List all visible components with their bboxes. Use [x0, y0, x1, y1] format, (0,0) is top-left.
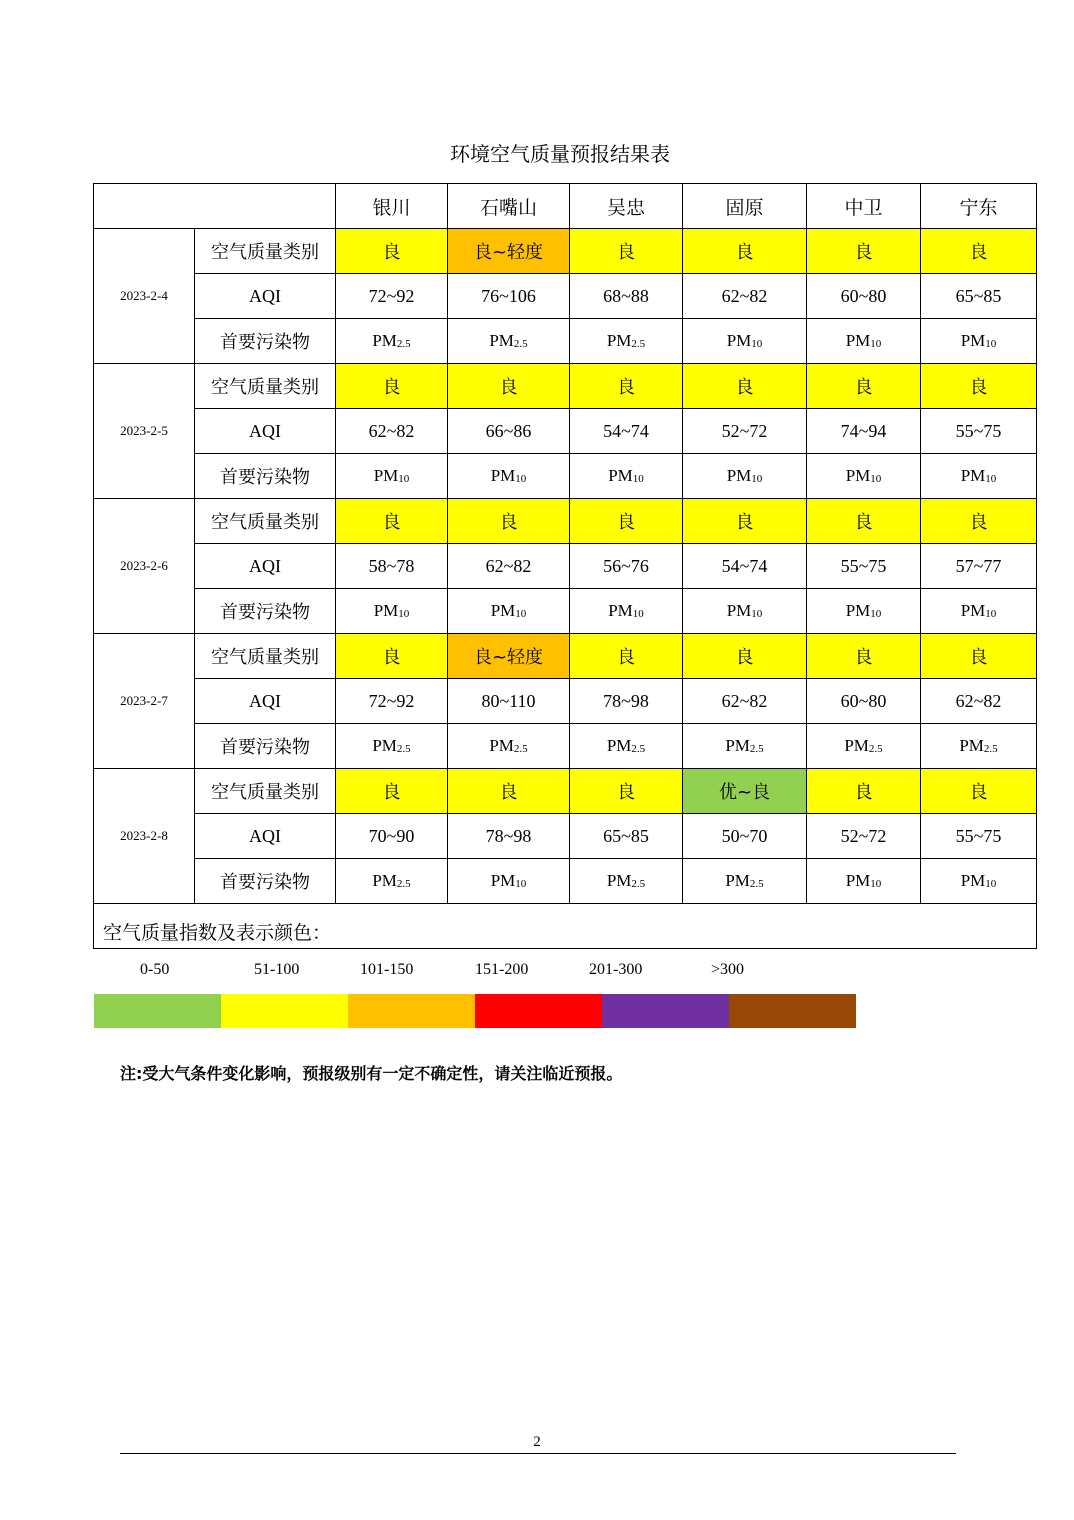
pollutant-cell [448, 319, 570, 364]
aqi-color-legend [94, 904, 1037, 978]
legend-row [94, 904, 1037, 949]
city-header: 吴忠 [570, 184, 683, 229]
pollutant-cell [336, 724, 448, 769]
aqi-cell: 65~85 [921, 274, 1037, 319]
pollutant-cell [807, 319, 921, 364]
aqi-cell: 65~85 [570, 814, 683, 859]
category-cell: 良~轻度 [448, 229, 570, 274]
pollutant-cell [336, 454, 448, 499]
pollutant-row [94, 319, 1037, 364]
forecast-table [93, 183, 1037, 978]
legend-color-swatch [348, 994, 475, 1028]
aqi-label: AQI [195, 814, 336, 859]
pollutant-prefix: PM [726, 466, 752, 485]
pollutant-cell [683, 724, 807, 769]
aqi-cell: 80~110 [448, 679, 570, 724]
category-row [94, 769, 1037, 814]
aqi-row [94, 274, 1037, 319]
category-cell: 良 [336, 499, 448, 544]
aqi-cell: 78~98 [448, 814, 570, 859]
pollutant-label: 首要污染物 [195, 454, 336, 499]
category-cell: 优~良 [683, 769, 807, 814]
category-cell: 良 [448, 499, 570, 544]
pollutant-prefix: PM [372, 331, 397, 350]
pollutant-subscript: 10 [870, 878, 882, 890]
pollutant-prefix: PM [490, 871, 516, 890]
pollutant-subscript: 10 [398, 473, 410, 485]
pollutant-label: 首要污染物 [195, 319, 336, 364]
category-cell: 良 [807, 769, 921, 814]
pollutant-cell [807, 454, 921, 499]
pollutant-row [94, 859, 1037, 904]
table-title: 环境空气质量预报结果表 [450, 142, 670, 166]
pollutant-prefix: PM [726, 601, 752, 620]
aqi-cell: 62~82 [683, 274, 807, 319]
pollutant-subscript: 10 [751, 338, 763, 350]
pollutant-subscript: 10 [985, 608, 997, 620]
category-cell: 良 [570, 499, 683, 544]
category-row [94, 634, 1037, 679]
city-header: 银川 [336, 184, 448, 229]
pollutant-subscript: 2.5 [631, 743, 646, 755]
pollutant-subscript: 10 [751, 473, 763, 485]
pollutant-cell [683, 589, 807, 634]
pollutant-subscript: 10 [870, 608, 882, 620]
page-number: 2 [533, 1434, 541, 1450]
pollutant-subscript: 2.5 [396, 743, 411, 755]
aqi-label: AQI [195, 679, 336, 724]
pollutant-subscript: 10 [632, 473, 644, 485]
pollutant-subscript: 2.5 [513, 338, 528, 350]
pollutant-cell [683, 319, 807, 364]
pollutant-cell [683, 859, 807, 904]
pollutant-prefix: PM [490, 466, 516, 485]
pollutant-cell [570, 724, 683, 769]
legend-range-label: >300 [711, 961, 745, 978]
pollutant-subscript: 10 [985, 878, 997, 890]
pollutant-cell [570, 319, 683, 364]
aqi-cell: 54~74 [683, 544, 807, 589]
legend-range-label: 101-150 [360, 961, 414, 978]
pollutant-label: 首要污染物 [195, 859, 336, 904]
pollutant-prefix: PM [845, 466, 871, 485]
category-label: 空气质量类别 [195, 364, 336, 409]
aqi-row [94, 409, 1037, 454]
pollutant-subscript: 10 [985, 473, 997, 485]
category-cell: 良 [336, 769, 448, 814]
pollutant-cell [448, 859, 570, 904]
city-header: 中卫 [807, 184, 921, 229]
city-header: 石嘴山 [448, 184, 570, 229]
category-cell: 良 [683, 499, 807, 544]
category-cell: 良 [921, 364, 1037, 409]
pollutant-prefix: PM [845, 871, 871, 890]
pollutant-prefix: PM [606, 331, 632, 350]
aqi-cell: 60~80 [807, 274, 921, 319]
pollutant-prefix: PM [725, 871, 750, 890]
pollutant-subscript: 10 [632, 608, 644, 620]
pollutant-prefix: PM [845, 601, 871, 620]
aqi-cell: 62~82 [683, 679, 807, 724]
legend-range-label: 51-100 [254, 961, 300, 978]
aqi-cell: 54~74 [570, 409, 683, 454]
pollutant-cell [336, 319, 448, 364]
category-cell: 良 [807, 634, 921, 679]
pollutant-cell [570, 454, 683, 499]
aqi-cell: 70~90 [336, 814, 448, 859]
header-row [94, 184, 1037, 229]
pollutant-subscript: 10 [515, 878, 527, 890]
date-cell: 2023-2-6 [94, 499, 195, 634]
pollutant-prefix: PM [725, 736, 750, 755]
pollutant-prefix: PM [373, 466, 399, 485]
date-cell: 2023-2-7 [94, 634, 195, 769]
pollutant-subscript: 2.5 [631, 338, 646, 350]
pollutant-subscript: 10 [870, 338, 882, 350]
forecast-note: 注:受大气条件变化影响，预报级别有一定不确定性，请关注临近预报。 [120, 1064, 623, 1083]
pollutant-prefix: PM [373, 601, 399, 620]
aqi-cell: 55~75 [807, 544, 921, 589]
category-cell: 良 [570, 634, 683, 679]
pollutant-prefix: PM [959, 736, 984, 755]
pollutant-subscript: 10 [870, 473, 882, 485]
category-cell: 良 [570, 769, 683, 814]
legend-range-label: 151-200 [475, 961, 529, 978]
pollutant-cell [336, 589, 448, 634]
category-label: 空气质量类别 [195, 634, 336, 679]
category-cell: 良 [807, 364, 921, 409]
pollutant-prefix: PM [372, 871, 397, 890]
aqi-cell: 62~82 [921, 679, 1037, 724]
aqi-cell: 74~94 [807, 409, 921, 454]
aqi-cell: 57~77 [921, 544, 1037, 589]
aqi-label: AQI [195, 274, 336, 319]
category-label: 空气质量类别 [195, 769, 336, 814]
pollutant-row [94, 454, 1037, 499]
aqi-cell: 62~82 [448, 544, 570, 589]
aqi-cell: 50~70 [683, 814, 807, 859]
pollutant-cell [921, 319, 1037, 364]
pollutant-cell [448, 589, 570, 634]
category-cell: 良 [807, 499, 921, 544]
aqi-cell: 55~75 [921, 409, 1037, 454]
pollutant-cell [448, 724, 570, 769]
pollutant-cell [336, 859, 448, 904]
category-cell: 良 [683, 634, 807, 679]
footer-rule [120, 1453, 956, 1454]
aqi-label: AQI [195, 544, 336, 589]
pollutant-prefix: PM [844, 736, 869, 755]
pollutant-label: 首要污染物 [195, 724, 336, 769]
category-cell: 良 [921, 769, 1037, 814]
category-cell: 良 [448, 769, 570, 814]
category-cell: 良 [807, 229, 921, 274]
pollutant-cell [921, 859, 1037, 904]
category-cell: 良 [448, 364, 570, 409]
pollutant-prefix: PM [489, 736, 514, 755]
pollutant-row [94, 589, 1037, 634]
pollutant-cell [570, 859, 683, 904]
aqi-cell: 66~86 [448, 409, 570, 454]
pollutant-prefix: PM [608, 466, 633, 485]
pollutant-subscript: 10 [751, 608, 763, 620]
aqi-cell: 62~82 [336, 409, 448, 454]
category-cell: 良 [683, 364, 807, 409]
category-row [94, 499, 1037, 544]
category-cell: 良~轻度 [448, 634, 570, 679]
city-header: 宁东 [921, 184, 1037, 229]
date-cell: 2023-2-5 [94, 364, 195, 499]
pollutant-prefix: PM [845, 331, 871, 350]
pollutant-cell [807, 724, 921, 769]
aqi-cell: 56~76 [570, 544, 683, 589]
aqi-row [94, 814, 1037, 859]
pollutant-cell [921, 724, 1037, 769]
category-cell: 良 [570, 229, 683, 274]
pollutant-prefix: PM [606, 736, 632, 755]
aqi-cell: 58~78 [336, 544, 448, 589]
aqi-cell: 52~72 [807, 814, 921, 859]
pollutant-prefix: PM [960, 466, 986, 485]
aqi-cell: 76~106 [448, 274, 570, 319]
pollutant-subscript: 2.5 [749, 743, 764, 755]
category-cell: 良 [336, 364, 448, 409]
aqi-row [94, 679, 1037, 724]
aqi-cell: 52~72 [683, 409, 807, 454]
aqi-cell: 78~98 [570, 679, 683, 724]
pollutant-prefix: PM [490, 601, 516, 620]
category-cell: 良 [336, 229, 448, 274]
pollutant-prefix: PM [960, 871, 986, 890]
legend-color-swatch [602, 994, 729, 1028]
category-cell: 良 [570, 364, 683, 409]
pollutant-subscript: 2.5 [868, 743, 883, 755]
category-cell: 良 [921, 634, 1037, 679]
date-cell: 2023-2-4 [94, 229, 195, 364]
pollutant-cell [921, 454, 1037, 499]
pollutant-cell [683, 454, 807, 499]
category-row [94, 364, 1037, 409]
category-cell: 良 [921, 499, 1037, 544]
pollutant-label: 首要污染物 [195, 589, 336, 634]
aqi-label: AQI [195, 409, 336, 454]
aqi-cell: 72~92 [336, 274, 448, 319]
category-row [94, 229, 1037, 274]
city-header: 固原 [683, 184, 807, 229]
pollutant-subscript: 10 [985, 338, 997, 350]
pollutant-cell [570, 589, 683, 634]
pollutant-subscript: 10 [398, 608, 410, 620]
legend-color-swatch [94, 994, 221, 1028]
legend-color-swatch [729, 994, 856, 1028]
pollutant-cell [921, 589, 1037, 634]
legend-title: 空气质量指数及表示颜色： [103, 922, 332, 944]
category-cell: 良 [921, 229, 1037, 274]
legend-color-swatch [221, 994, 348, 1028]
pollutant-row [94, 724, 1037, 769]
pollutant-subscript: 10 [515, 473, 527, 485]
legend-range-label: 0-50 [140, 961, 170, 978]
pollutant-subscript: 2.5 [749, 878, 764, 890]
pollutant-prefix: PM [608, 601, 633, 620]
pollutant-prefix: PM [606, 871, 632, 890]
pollutant-subscript: 2.5 [631, 878, 646, 890]
header-blank-cell [94, 184, 336, 229]
date-cell: 2023-2-8 [94, 769, 195, 904]
aqi-cell: 72~92 [336, 679, 448, 724]
category-cell: 良 [336, 634, 448, 679]
aqi-cell: 55~75 [921, 814, 1037, 859]
pollutant-subscript: 2.5 [513, 743, 528, 755]
pollutant-prefix: PM [960, 601, 986, 620]
category-label: 空气质量类别 [195, 229, 336, 274]
category-label: 空气质量类别 [195, 499, 336, 544]
pollutant-subscript: 2.5 [983, 743, 998, 755]
aqi-cell: 68~88 [570, 274, 683, 319]
pollutant-cell [807, 859, 921, 904]
pollutant-prefix: PM [372, 736, 397, 755]
pollutant-subscript: 2.5 [396, 878, 411, 890]
aqi-cell: 60~80 [807, 679, 921, 724]
pollutant-cell [448, 454, 570, 499]
legend-range-label: 201-300 [589, 961, 643, 978]
aqi-row [94, 544, 1037, 589]
pollutant-subscript: 2.5 [396, 338, 411, 350]
pollutant-prefix: PM [960, 331, 986, 350]
category-cell: 良 [683, 229, 807, 274]
legend-color-swatch [475, 994, 602, 1028]
pollutant-subscript: 10 [515, 608, 527, 620]
pollutant-prefix: PM [489, 331, 514, 350]
pollutant-prefix: PM [726, 331, 752, 350]
pollutant-cell [807, 589, 921, 634]
